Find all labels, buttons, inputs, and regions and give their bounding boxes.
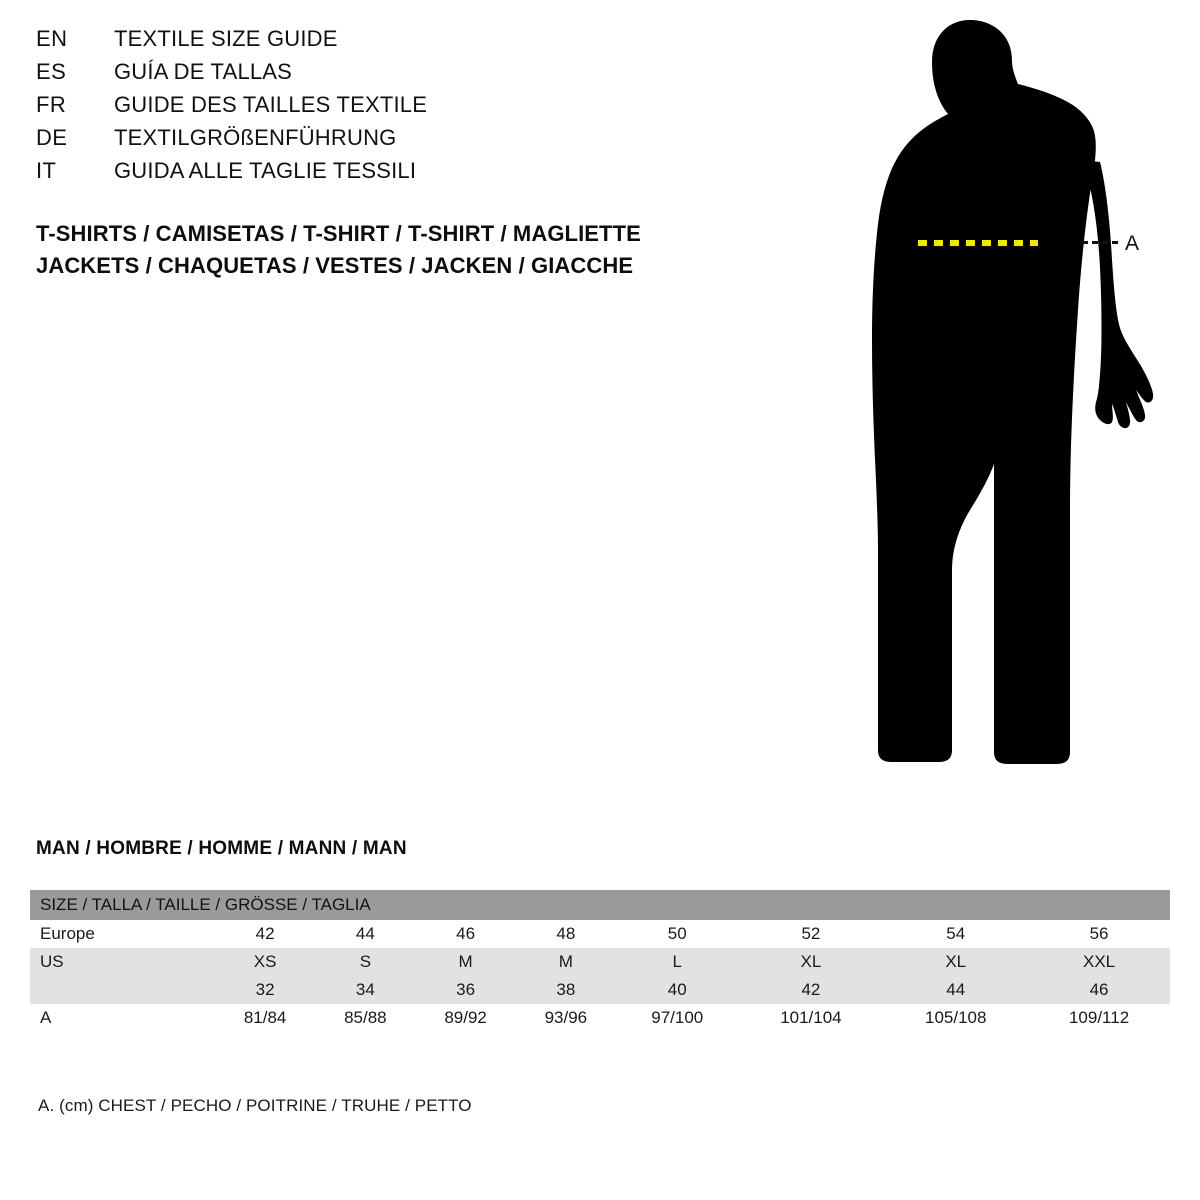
- cell: XL: [945, 952, 967, 971]
- cell: 89/92: [444, 1008, 487, 1027]
- row-label: Europe: [40, 924, 95, 943]
- cell: 101/104: [780, 1008, 842, 1027]
- cell: 105/108: [924, 1008, 987, 1027]
- cell: 32: [255, 980, 275, 999]
- cell: 48: [556, 924, 576, 943]
- language-title: TEXTILGRÖßENFÜHRUNG: [114, 125, 397, 150]
- cell: XS: [253, 952, 277, 971]
- table-footnote: A. (cm) CHEST / PECHO / POITRINE / TRUHE / PETTO: [38, 1096, 472, 1115]
- cell: 56: [1089, 924, 1109, 943]
- language-row: [36, 125, 736, 158]
- body-silhouette-figure: [820, 10, 1180, 790]
- row-label: US: [40, 952, 64, 971]
- cell: XL: [800, 952, 822, 971]
- language-code: FR: [36, 92, 67, 117]
- table-header-label: SIZE / TALLA / TAILLE / GRÖSSE / TAGLIA: [40, 895, 371, 914]
- cell: 97/100: [651, 1008, 704, 1027]
- table-row: [30, 920, 1170, 948]
- cell: XXL: [1082, 952, 1116, 971]
- cell: 46: [456, 924, 476, 943]
- cell: 85/88: [344, 1008, 387, 1027]
- cell: 34: [355, 980, 375, 999]
- measure-leader-line: [1082, 241, 1118, 244]
- language-header-block: [36, 26, 736, 191]
- language-title: GUÍA DE TALLAS: [114, 59, 293, 84]
- cell: 109/112: [1068, 1008, 1130, 1027]
- cell: 44: [355, 924, 375, 943]
- language-row: [36, 92, 736, 125]
- cell: 54: [946, 924, 966, 943]
- measure-label-a: A: [1125, 232, 1140, 255]
- language-title: GUIDE DES TAILLES TEXTILE: [114, 92, 428, 117]
- cell: M: [558, 952, 573, 971]
- language-title: GUIDA ALLE TAGLIE TESSILI: [114, 158, 417, 183]
- table-header-row: [30, 890, 1170, 920]
- cell: 46: [1089, 980, 1109, 999]
- language-row: [36, 26, 736, 59]
- cell: 42: [255, 924, 275, 943]
- language-title: TEXTILE SIZE GUIDE: [114, 26, 338, 51]
- row-label: [30, 976, 215, 1004]
- garment-category-block: [36, 218, 936, 282]
- cell: 52: [801, 924, 821, 943]
- table-row: [30, 976, 1170, 1004]
- row-label: A: [40, 1008, 52, 1027]
- cell: 50: [667, 924, 687, 943]
- cell: S: [359, 952, 372, 971]
- cell: 36: [456, 980, 476, 999]
- cell: 40: [667, 980, 687, 999]
- male-silhouette-icon: [820, 10, 1180, 790]
- cell: 44: [946, 980, 966, 999]
- language-row: [36, 158, 736, 191]
- language-code: ES: [36, 59, 67, 84]
- table-row: [30, 1004, 1170, 1032]
- category-tshirts: T-SHIRTS / CAMISETAS / T-SHIRT / T-SHIRT / MAGLIETTE: [36, 221, 641, 246]
- language-code: EN: [36, 26, 68, 51]
- size-table: [30, 890, 1170, 1032]
- category-jackets: JACKETS / CHAQUETAS / VESTES / JACKEN / GIACCHE: [36, 253, 634, 278]
- cell: M: [458, 952, 473, 971]
- table-section-title: MAN / HOMBRE / HOMME / MANN / MAN: [36, 838, 407, 859]
- table-row: [30, 948, 1170, 976]
- language-code: DE: [36, 125, 68, 150]
- cell: L: [672, 952, 682, 971]
- language-code: IT: [36, 158, 57, 183]
- language-row: [36, 59, 736, 92]
- cell: 42: [801, 980, 821, 999]
- cell: 81/84: [243, 1008, 287, 1027]
- cell: 93/96: [544, 1008, 588, 1027]
- cell: 38: [556, 980, 576, 999]
